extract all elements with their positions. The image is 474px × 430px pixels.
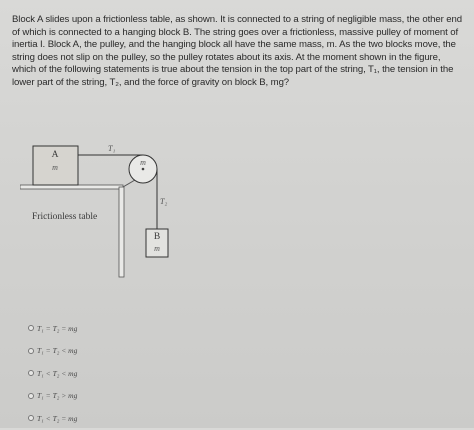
pulley-axle — [142, 168, 145, 171]
pulley-mass: m — [140, 158, 146, 167]
physics-figure — [20, 132, 320, 282]
option-label: T₁ < T₂ < mg — [37, 368, 78, 378]
block-a-mass: m — [52, 163, 58, 172]
question-text: Block A slides upon a frictionless table, as shown. It is connected to a string of negligible mass, the other end of which is connected to a hanging block B. The string goes over a frictionless, massive pulley of moment of inertia I. Block A, the pulley, and the hanging block all have the same mass, m. As the two blocks move, the string does not slip on the pulley, so the pulley rotates about its axis. At the moment shown in the figure, which of the following statements is true about the tension in the top part of the string, T₁, the tension in the lower part of the string, T₂, and the force of gravity on block B, mg? — [12, 14, 462, 88]
table-label: Frictionless table — [32, 212, 98, 222]
radio-button[interactable] — [28, 393, 34, 399]
block-a-label: A — [51, 150, 59, 160]
radio-button[interactable] — [28, 348, 34, 354]
option-1[interactable] — [28, 317, 77, 340]
option-4[interactable] — [28, 385, 77, 408]
option-5[interactable] — [28, 407, 77, 430]
answer-options — [28, 317, 77, 430]
option-3[interactable] — [28, 362, 77, 385]
radio-button[interactable] — [28, 415, 34, 421]
option-2[interactable] — [28, 340, 77, 363]
block-b-mass: m — [154, 244, 160, 253]
radio-button[interactable] — [28, 370, 34, 376]
option-label: T₁ = T₂ > mg — [37, 391, 78, 401]
t1-label: T₁ — [108, 144, 116, 153]
t2-label: T₂ — [160, 197, 168, 206]
option-label: T₁ = T₂ = mg — [37, 323, 78, 333]
option-label: T₁ = T₂ < mg — [37, 346, 78, 356]
table — [20, 185, 124, 277]
option-label: T₁ < T₂ = mg — [37, 413, 78, 423]
radio-button[interactable] — [28, 325, 34, 331]
block-b-label: B — [153, 232, 161, 242]
